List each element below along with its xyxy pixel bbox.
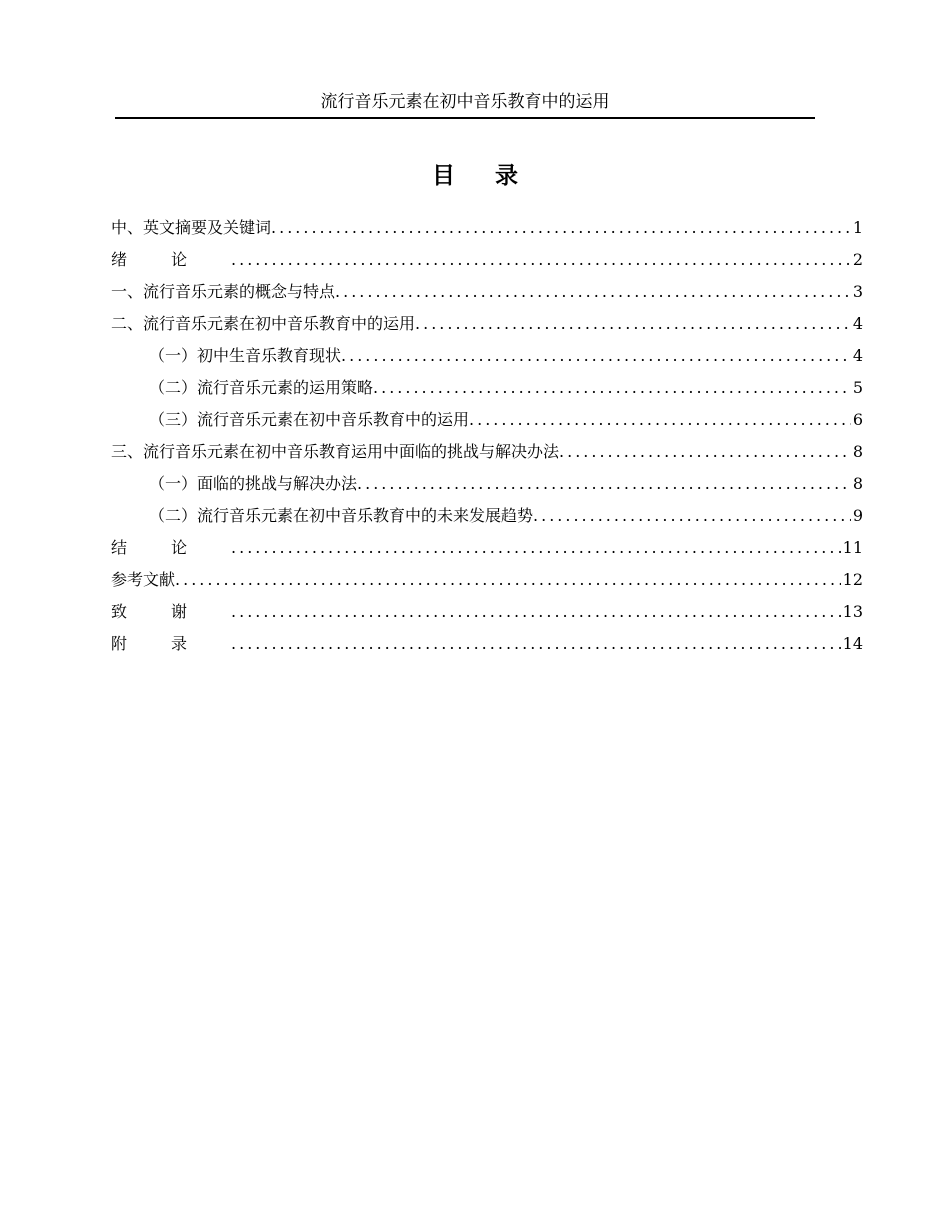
toc-entry-label: 结论: [111, 538, 232, 557]
toc-entry-page: 1: [852, 218, 863, 237]
toc-entry-page: 3: [852, 282, 863, 301]
toc-entry-acknowledgements[interactable]: [111, 600, 863, 632]
toc-entry-label: 绪论: [111, 250, 232, 269]
toc-entry-section-2-3[interactable]: [111, 408, 863, 440]
dot-leader: [231, 248, 851, 272]
toc-entry-label: 中、英文摘要及关键词: [111, 218, 272, 237]
toc-entry-label: （三）流行音乐元素在初中音乐教育中的运用: [149, 410, 470, 429]
toc-entry-label: 致谢: [111, 602, 232, 621]
dot-leader: [335, 280, 851, 304]
toc-entry-section-3-2[interactable]: [111, 504, 863, 536]
toc-entry-page: 6: [852, 410, 863, 429]
toc-entry-label: 三、流行音乐元素在初中音乐教育运用中面临的挑战与解决办法: [111, 442, 560, 461]
toc-title: 目录: [432, 162, 558, 189]
toc-entry-page: 13: [842, 602, 863, 621]
toc-entry-page: 11: [842, 538, 863, 557]
toc-entry-page: 8: [852, 474, 863, 493]
toc-entry-references[interactable]: [111, 568, 863, 600]
toc-entry-chapter-1[interactable]: [111, 280, 863, 312]
toc-entry-page: 4: [852, 314, 863, 333]
header-rule: [115, 117, 815, 119]
toc-entry-label: 一、流行音乐元素的概念与特点: [111, 282, 336, 301]
dot-leader: [533, 504, 851, 528]
toc-entry-page: 9: [852, 506, 863, 525]
toc-entry-chapter-2[interactable]: [111, 312, 863, 344]
toc-entry-page: 8: [852, 442, 863, 461]
toc-entry-abstract[interactable]: [111, 216, 863, 248]
dot-leader: [231, 536, 841, 560]
dot-leader: [231, 632, 841, 656]
toc-entry-label: 参考文献: [111, 570, 176, 589]
toc-entry-chapter-3[interactable]: [111, 440, 863, 472]
table-of-contents: [111, 216, 863, 664]
toc-entry-label: （二）流行音乐元素的运用策略: [149, 378, 374, 397]
toc-entry-page: 2: [852, 250, 863, 269]
toc-entry-label: （一）面临的挑战与解决办法: [149, 474, 358, 493]
toc-entry-page: 14: [842, 634, 863, 653]
toc-entry-section-2-2[interactable]: [111, 376, 863, 408]
toc-entry-label: 附录: [111, 634, 232, 653]
dot-leader: [271, 216, 851, 240]
toc-entry-label: 二、流行音乐元素在初中音乐教育中的运用: [111, 314, 416, 333]
dot-leader: [415, 312, 851, 336]
dot-leader: [559, 440, 851, 464]
toc-entry-label: （一）初中生音乐教育现状: [149, 346, 342, 365]
dot-leader: [357, 472, 851, 496]
dot-leader: [341, 344, 851, 368]
dot-leader: [175, 568, 841, 592]
toc-entry-section-2-1[interactable]: [111, 344, 863, 376]
dot-leader: [469, 408, 851, 432]
toc-entry-section-3-1[interactable]: [111, 472, 863, 504]
toc-entry-page: 12: [842, 570, 863, 589]
dot-leader: [373, 376, 851, 400]
toc-entry-page: 5: [852, 378, 863, 397]
toc-entry-appendix[interactable]: [111, 632, 863, 664]
dot-leader: [231, 600, 841, 624]
toc-entry-page: 4: [852, 346, 863, 365]
toc-entry-introduction[interactable]: [111, 248, 863, 280]
toc-entry-conclusion[interactable]: [111, 536, 863, 568]
running-header: 流行音乐元素在初中音乐教育中的运用: [320, 92, 610, 112]
toc-entry-label: （二）流行音乐元素在初中音乐教育中的未来发展趋势: [149, 506, 534, 525]
